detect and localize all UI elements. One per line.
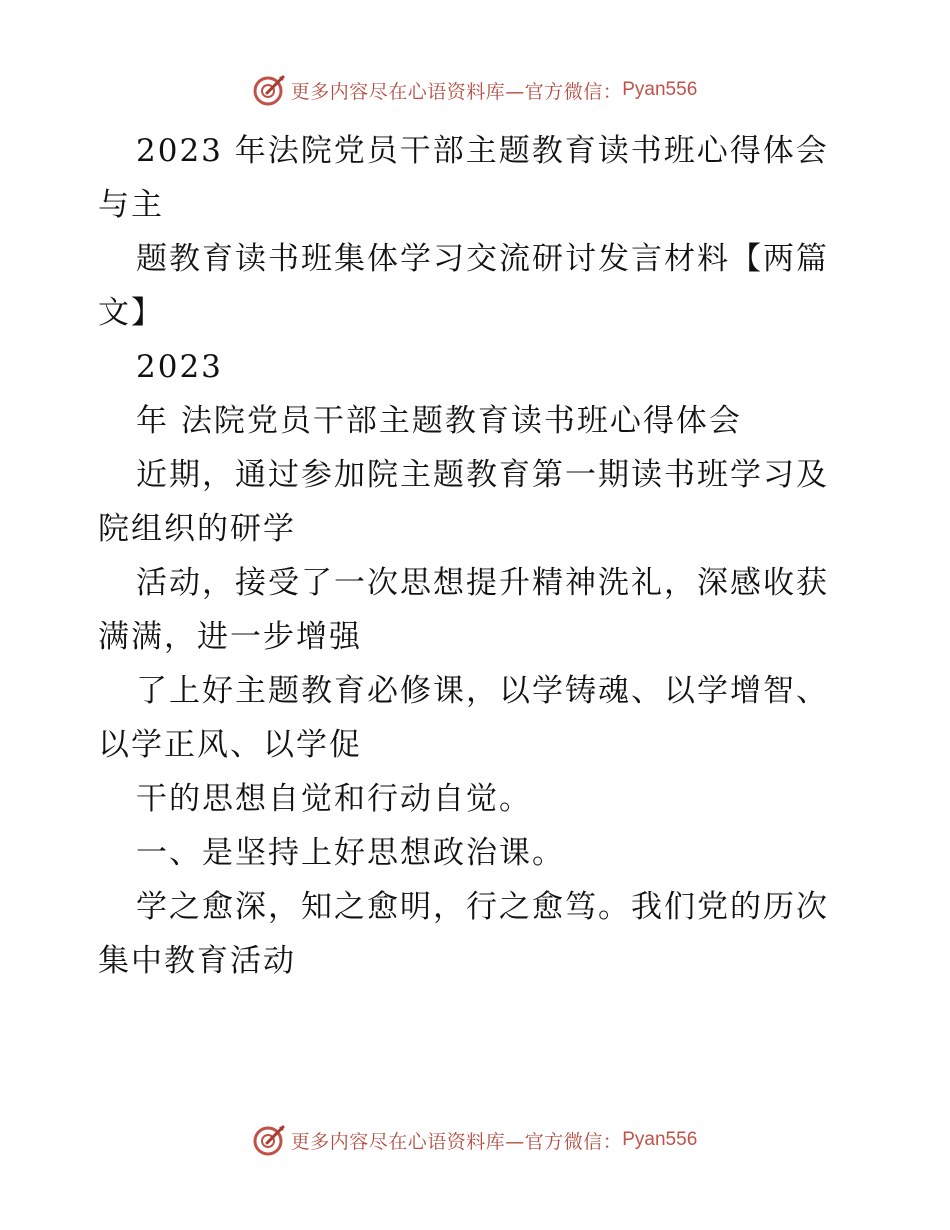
banner-text: 更多内容尽在心语资料库—官方微信： — [290, 1130, 623, 1153]
text-line: 活动，接受了一次思想提升精神洗礼，深感收获 — [136, 565, 829, 601]
text-line: 文】 — [98, 295, 164, 331]
banner-wechat-id: Pyan556 — [622, 1129, 698, 1150]
library-logo-icon — [253, 1123, 287, 1157]
text-line: 以学正风、以学促 — [98, 727, 362, 763]
section-heading: 一、是坚持上好思想政治课。 — [136, 835, 565, 871]
document-body — [98, 124, 858, 988]
library-logo-icon — [253, 73, 287, 107]
text-line: 年 法院党员干部主题教育读书班心得体会 — [136, 403, 742, 439]
text-line: 满满，进一步增强 — [98, 619, 362, 655]
text-line: 题教育读书班集体学习交流研讨发言材料【两篇 — [136, 241, 829, 277]
text-line: 2023 年法院党员干部主题教育读书班心得体会 — [136, 133, 829, 169]
footer-watermark-banner — [0, 1120, 950, 1160]
text-line: 近期，通过参加院主题教育第一期读书班学习及 — [136, 457, 829, 493]
text-line: 了上好主题教育必修课，以学铸魂、以学增智、 — [136, 673, 829, 709]
text-line: 院组织的研学 — [98, 511, 296, 547]
text-line: 与主 — [98, 187, 164, 223]
banner-wechat-id: Pyan556 — [622, 79, 698, 100]
header-watermark-banner — [0, 70, 950, 110]
text-line: 集中教育活动 — [98, 943, 296, 979]
text-line: 2023 — [136, 349, 223, 385]
text-line: 干的思想自觉和行动自觉。 — [136, 781, 532, 817]
banner-text: 更多内容尽在心语资料库—官方微信： — [290, 80, 623, 103]
text-line: 学之愈深，知之愈明，行之愈笃。我们党的历次 — [136, 889, 829, 925]
